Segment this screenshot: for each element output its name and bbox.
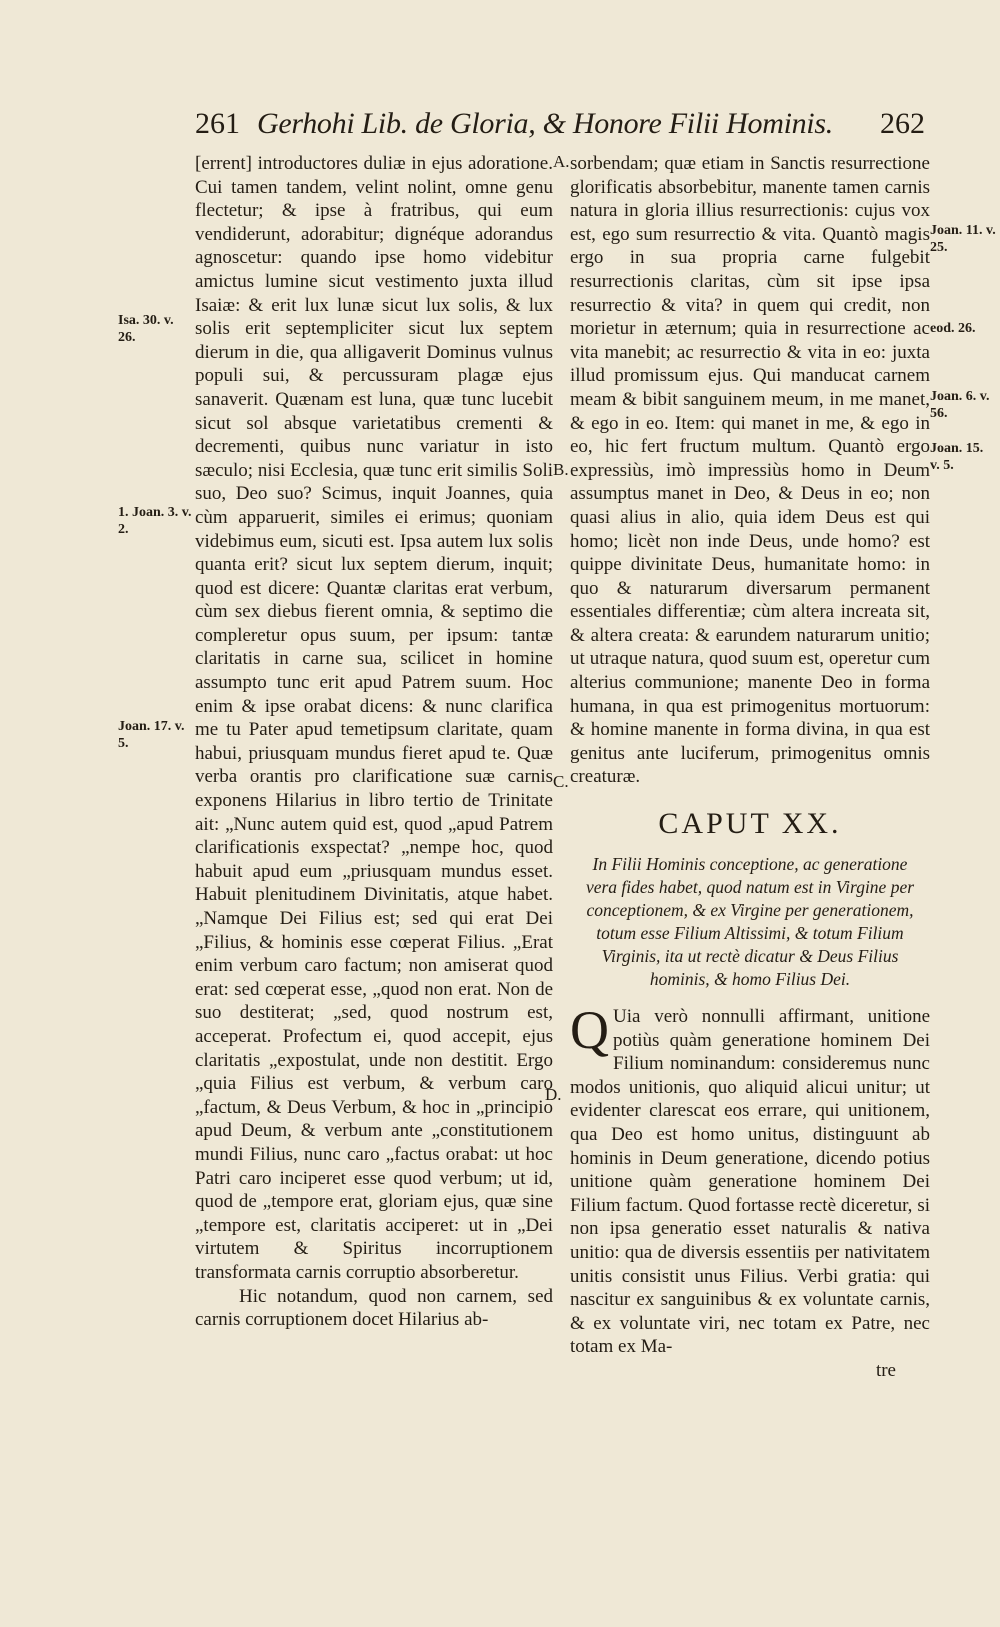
- margin-reference: Joan. 15. v. 5.: [930, 441, 984, 473]
- paragraph: [errent] introductores duliæ in ejus adoratione. Cui tamen tandem, velint nolint, omne genu flectetur; & ipse à fratribus, qui eum vendiderunt, adorabitur; dignéque adorandus agnoscetur: quando ipse homo videbitur amictus lumine sicut vestimento juxta illud Isaiæ: & erit lux lunæ sicut lux solis, & lux solis erit septempliciter sicut lux septem dierum in die, qua alligaverit Dominus vulnus populi sui, & percussuram plagæ ejus sanaverit. Quænam est luna, quæ tunc lucebit sicut sol absque varietatibus crementi & decrementi, quibus nunc variatur in isto sæculo; nisi Ecclesia, quæ tunc erit similis Soli suo, Deo suo? Scimus, inquit Joannes, quia cùm apparuerit, similes ei erimus; quoniam videbimus eum, sicuti est. Ipsa autem lux solis quanta erit? sicut lux septem dierum, inquit; quod est dicere: Quantæ claritas erat verbum, cùm sex diebus fierent omnia, & septimo die compleretur opus suum, per ipsum: tantæ claritatis in carne sua, scilicet in homine assumpto tunc erit apud Patrem suum. Hoc enim & ipse orabat dicens: & nunc clarifica me tu Pater apud temetipsum claritate, quam habui, priusquam mundus fieret apud te. Quæ verba orantis pro clarificatione suæ carnis exponens Hilarius in libro tertio de Trinitate ait: „Nunc autem quid est, quod „apud Patrem clarificationis exspectat? „nempe hoc, quod habuit apud eum „priusquam mundus esset. Habuit plenitudinem Divinitatis, atque habet. „Namque Dei Filius est; sed qui erat Dei „Filius, & hominis esse cœperat Filius. „Erat enim verbum caro factum; non amiserat quod erat: sed cœperat esse, „quod non erat. Non de suo destiterat; „sed, quod nostrum est, acceperat. Profectum ei, quod accepit, ejus claritatis „expostulat, unde non destitit. Ergo „quia Filius est verbum, & verbum caro „factum, & Deus Verbum, & hoc in „principio apud Deum, & verbum ante „constitutionem mundi Filius, nunc caro „factus orabat: ut hoc Patri caro inciperet esse quod verbum; ut id, quod de „tempore erat, gloriam ejus, quæ sine „tempore est, claritatis acciperet: ut in „Dei virtutem & Spiritus incorruptionem transformata carnis corruptio absorberetur.: [195, 153, 553, 1283]
- section-letter: B.: [553, 460, 569, 479]
- right-text-column: [570, 152, 930, 1383]
- margin-reference: Joan. 11. v. 25.: [930, 223, 996, 255]
- section-letter: D.: [545, 1085, 562, 1104]
- margin-reference: 1. Joan. 3. v. 2.: [118, 505, 192, 537]
- chapter-summary: In Filii Hominis conceptione, ac generatione vera fides habet, quod natum est in Virgine per conceptionem, & ex Virgine per generationem, totum esse Filium Altissimi, & totum Filium Virginis, ita ut rectè dicatur & Deus Filius hominis, & homo Filius Dei.: [585, 854, 915, 990]
- drop-cap: Q: [570, 1000, 609, 1061]
- section-letter: C.: [553, 772, 569, 791]
- catchword: tre: [875, 1359, 896, 1381]
- paragraph: [570, 1000, 930, 1359]
- margin-reference: Isa. 30. v. 26.: [118, 313, 174, 345]
- chapter-heading: CAPUT XX.: [658, 807, 842, 841]
- page-number-right: 262: [880, 107, 925, 140]
- paragraph-text: Uia verò nonnulli affirmant, unitione potiùs quàm generatione hominem Dei Filium nominandum: consideremus nunc modos unitionis, quo aliquid alicui unitur; ut evidenter clarescat eos errare, qui unitionem, qua Deo est homo unitus, distinguunt ab hominis in Deum generatione, dicendo potius unitione quàm generatione hominem Dei Filium factum. Quod fortasse rectè diceretur, si non ipsa generatio esset naturalis & nativa unitio: qua de diversis essentiis per nativitatem unitis consistit unus Filius. Verbi gratia: qui nascitur ex sanguinibus & ex voluntate carnis, & ex voluntate viri, nec totam ex Patre, nec totam ex Ma-: [570, 1006, 930, 1358]
- paragraph: Hic notandum, quod non carnem, sed carnis corruptionem docet Hilarius ab-: [195, 1285, 553, 1331]
- margin-reference: eod. 26.: [930, 321, 976, 336]
- running-head: [195, 104, 925, 148]
- section-letter: A.: [553, 152, 570, 171]
- page-number-left: 261: [195, 107, 240, 140]
- left-text-column: [195, 152, 553, 1332]
- running-title: Gerhohi Lib. de Gloria, & Honore Filii Hominis.: [257, 107, 833, 140]
- margin-reference: Joan. 6. v. 56.: [930, 389, 990, 421]
- paragraph: sorbendam; quæ etiam in Sanctis resurrectione glorificatis absorbebitur, manente tamen carnis natura in gloria illius resurrectionis: cujus vox est, ego sum resurrectio & vita. Quantò magis ergo in sua propria carne fulgebit resurrectionis claritas, cùm sit ipse ipsa resurrectio & vita? in quem qui credit, non morietur in æternum; quia in resurrectione ac vita manebit; ac resurrectio & vita in eo: juxta illud promissum ejus. Qui manducat carnem meam & bibit sanguinem meum, in me manet, & ego in eo. Item: qui manet in me, & ego in eo, hic fert fructum multum. Quantò ergo expressiùs, imò impressiùs homo in Deum assumptus manet in Deo, & Deus in eo; non quasi alius in alio, quia idem Deus est qui homo; licèt non inde Deus, unde homo? est quippe divinitate Deus, humanitate homo: in quo & naturarum diversarum permanent essentiales differentiæ; cùm altera increata sit, & altera creata: & earundem naturarum unitio; ut utraque natura, quod suum est, operetur cum alterius communione; manente Deo in forma humana, in qua est primogenitus mortuorum: & homine manente in forma divina, in qua est genitus ante luciferum, primogenitus omnis creaturæ.: [570, 153, 930, 788]
- margin-reference: Joan. 17. v. 5.: [118, 719, 185, 751]
